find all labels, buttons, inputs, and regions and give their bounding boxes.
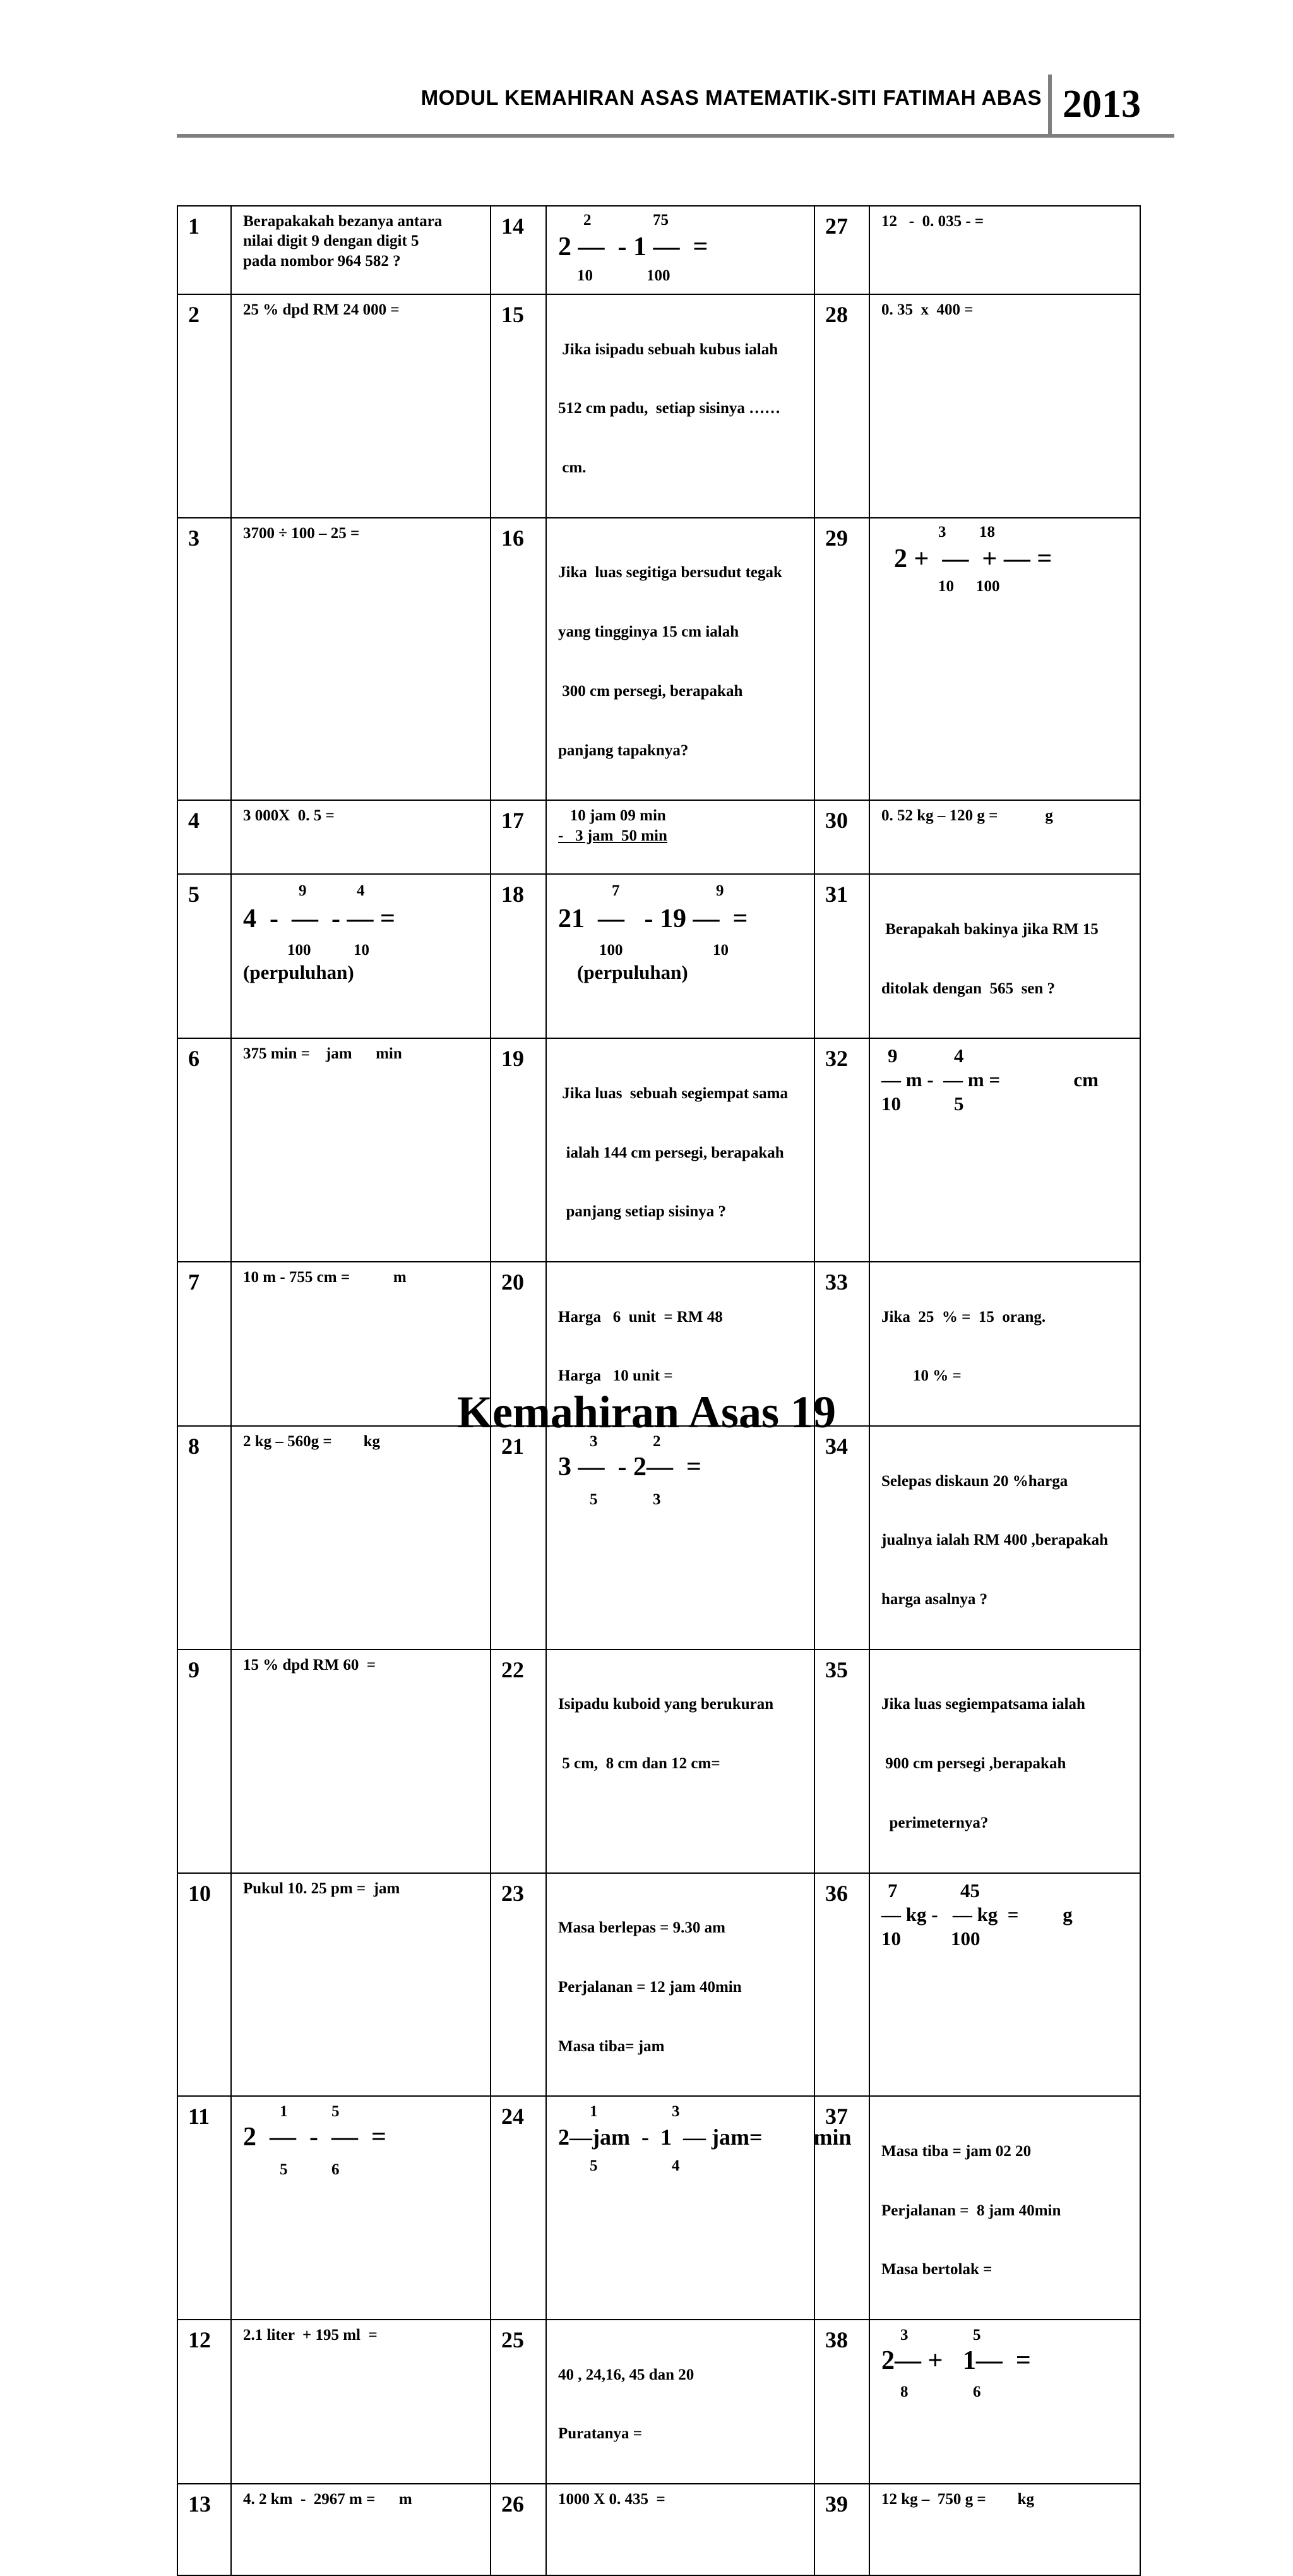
question-line: Jika 25 % = 15 orang.: [881, 1308, 1046, 1326]
question-number: 8: [177, 1426, 231, 1650]
table-row: [177, 1650, 1140, 1873]
question-number: 36: [814, 1873, 869, 2097]
fraction-numerator: 3: [938, 523, 946, 541]
question-number: 12: [177, 2320, 231, 2484]
question-35: [869, 1650, 1140, 1873]
table-row: [177, 2096, 1140, 2320]
question-23: [546, 1873, 814, 2097]
question-number: 21: [491, 1426, 546, 1650]
question-number: 9: [177, 1650, 231, 1873]
question-line: Harga 6 unit = RM 48: [558, 1308, 723, 1326]
fraction-denominator: 10: [577, 267, 593, 284]
question-19: [546, 1038, 814, 1262]
fraction-numerator: 7: [888, 1879, 898, 1902]
question-number: 17: [491, 800, 546, 874]
question-29: [869, 518, 1140, 801]
question-line: Puratanya =: [558, 2425, 642, 2443]
question-37: [869, 2096, 1140, 2320]
fraction-expression: 2—jam - 1 — jam= min: [558, 2124, 852, 2150]
fraction-denominator: 6: [973, 2383, 981, 2400]
question-number: 11: [177, 2096, 231, 2320]
fraction-denominator: 10: [938, 577, 954, 595]
question-31: [869, 874, 1140, 1038]
question-line: Masa berlepas = 9.30 am: [558, 1919, 725, 1936]
fraction-numerator: 75: [653, 212, 669, 229]
question-line: 512 cm padu, setiap sisinya ……: [558, 400, 781, 417]
fraction-denominator: 6: [331, 2161, 340, 2179]
fraction-expression: — kg - — kg = g: [881, 1903, 1073, 1926]
question-line: harga asalnya ?: [881, 1591, 988, 1608]
question-line: Berapakakah bezanya antara: [243, 213, 443, 230]
fraction-numerator: 9: [299, 882, 307, 900]
question-number: 35: [814, 1650, 869, 1873]
question-16: [546, 518, 814, 801]
question-number: 22: [491, 1650, 546, 1873]
question-line: Berapakah bakinya jika RM 15: [881, 920, 1099, 938]
table-row: [177, 1038, 1140, 1262]
question-number: 38: [814, 2320, 869, 2484]
question-number: 31: [814, 874, 869, 1038]
question-line: Selepas diskaun 20 %harga: [881, 1472, 1068, 1490]
question-8: 2 kg – 560g = kg: [231, 1426, 491, 1650]
question-line: 300 cm persegi, berapakah: [558, 682, 743, 700]
question-number: 19: [491, 1038, 546, 1262]
fraction-numerator: 2: [583, 212, 592, 229]
question-14: [546, 206, 814, 294]
fraction-numerator: 45: [960, 1879, 980, 1902]
question-note: (perpuluhan): [577, 961, 688, 984]
question-number: 2: [177, 294, 231, 518]
question-line: nilai digit 9 dengan digit 5: [243, 232, 419, 250]
question-number: 14: [491, 206, 546, 294]
table-row: [177, 518, 1140, 801]
fraction-numerator: 4: [357, 882, 365, 900]
page-title: Kemahiran Asas 19: [456, 1387, 837, 1437]
question-11: [231, 2096, 491, 2320]
fraction-numerator: 1: [280, 2103, 288, 2121]
question-36: [869, 1873, 1140, 2097]
question-number: 13: [177, 2484, 231, 2575]
table-row: [177, 1873, 1140, 2097]
question-line: Perjalanan = 8 jam 40min: [881, 2202, 1061, 2219]
question-number: 3: [177, 518, 231, 801]
question-number: 5: [177, 874, 231, 1038]
question-line: cm.: [558, 459, 587, 476]
question-number: 39: [814, 2484, 869, 2575]
question-line: yang tingginya 15 cm ialah: [558, 623, 739, 640]
table-row: [177, 294, 1140, 518]
fraction-numerator: 18: [979, 523, 995, 541]
fraction-expression: 2 — - — =: [243, 2123, 386, 2152]
question-line: 900 cm persegi ,berapakah: [881, 1755, 1066, 1772]
question-18: [546, 874, 814, 1038]
question-number: 33: [814, 1262, 869, 1426]
fraction-denominator: 8: [900, 2383, 909, 2400]
fraction-denominator: 5: [280, 2161, 288, 2179]
question-line: Jika luas segitiga bersudut tegak: [558, 564, 782, 582]
question-34: [869, 1426, 1140, 1650]
question-number: 7: [177, 1262, 231, 1426]
fraction-denominator: 10: [881, 1093, 901, 1115]
question-3: 3700 ÷ 100 – 25 =: [231, 518, 491, 801]
table-row: [177, 2484, 1140, 2575]
question-number: 18: [491, 874, 546, 1038]
question-number: 37: [814, 2096, 869, 2320]
question-4: 3 000X 0. 5 =: [231, 800, 491, 874]
table-row: [177, 206, 1140, 294]
fraction-denominator: 100: [976, 577, 1000, 595]
question-line: 5 cm, 8 cm dan 12 cm=: [558, 1755, 720, 1772]
fraction-denominator: 100: [599, 942, 623, 959]
question-number: 1: [177, 206, 231, 294]
question-32: [869, 1038, 1140, 1262]
fraction-numerator: 1: [590, 2103, 598, 2121]
question-line: Jika luas segiempatsama ialah: [881, 1696, 1085, 1713]
fraction-denominator: 4: [672, 2157, 680, 2175]
question-number: 15: [491, 294, 546, 518]
question-2: 25 % dpd RM 24 000 =: [231, 294, 491, 518]
fraction-denominator: 5: [590, 2157, 598, 2175]
fraction-numerator: 9: [716, 882, 724, 900]
question-number: 10: [177, 1873, 231, 2097]
fraction-denominator: 10: [354, 942, 369, 959]
question-line: Harga 10 unit =: [558, 1367, 673, 1385]
question-number: 26: [491, 2484, 546, 2575]
fraction-expression: 21 — - 19 — =: [558, 904, 748, 934]
fraction-numerator: 3: [672, 2103, 680, 2121]
fraction-numerator: 4: [954, 1045, 964, 1067]
question-number: 23: [491, 1873, 546, 2097]
question-line: jualnya ialah RM 400 ,berapakah: [881, 1531, 1109, 1549]
question-22: [546, 1650, 814, 1873]
fraction-expression: 2 + — + — =: [894, 544, 1052, 573]
question-line: 10 % =: [881, 1367, 962, 1385]
question-number: 24: [491, 2096, 546, 2320]
question-line: Masa tiba= jam: [558, 2037, 665, 2055]
fraction-denominator: 100: [287, 942, 311, 959]
question-line: panjang setiap sisinya ?: [558, 1203, 727, 1221]
question-10: Pukul 10. 25 pm = jam: [231, 1873, 491, 2097]
header-rule: [177, 134, 1174, 138]
table-row: [177, 2320, 1140, 2484]
question-number: 16: [491, 518, 546, 801]
fraction-numerator: 2: [653, 1433, 661, 1450]
fraction-denominator: 5: [590, 1491, 598, 1508]
question-number: 34: [814, 1426, 869, 1650]
question-line: 40 , 24,16, 45 dan 20: [558, 2366, 694, 2383]
fraction-expression: 3 — - 2— =: [558, 1453, 701, 1482]
fraction-denominator: 3: [653, 1491, 661, 1508]
header-title: MODUL KEMAHIRAN ASAS MATEMATIK-SITI FATIMAH ABAS: [420, 86, 1042, 109]
question-6: 375 min = jam min: [231, 1038, 491, 1262]
question-line: - 3 jam 50 min: [558, 827, 667, 844]
fraction-numerator: 5: [331, 2103, 340, 2121]
question-12: 2.1 liter + 195 ml =: [231, 2320, 491, 2484]
fraction-numerator: 3: [900, 2327, 909, 2344]
question-1: [231, 206, 491, 294]
question-line: Masa bertolak =: [881, 2261, 992, 2279]
question-line: Isipadu kuboid yang berukuran: [558, 1696, 774, 1713]
question-number: 25: [491, 2320, 546, 2484]
table-row: [177, 800, 1140, 874]
fraction-denominator: 10: [713, 942, 729, 959]
question-25: [546, 2320, 814, 2484]
question-30: 0. 52 kg – 120 g = g: [869, 800, 1140, 874]
table-row: [177, 1426, 1140, 1650]
question-number: 32: [814, 1038, 869, 1262]
question-number: 20: [491, 1262, 546, 1426]
header-year: 2013: [1063, 83, 1141, 126]
question-note: (perpuluhan): [243, 961, 354, 984]
question-line: Jika isipadu sebuah kubus ialah: [558, 340, 778, 358]
fraction-expression: 2 — - 1 — =: [558, 232, 708, 261]
question-9: 15 % dpd RM 60 =: [231, 1650, 491, 1873]
fraction-expression: 2— + 1— =: [881, 2346, 1031, 2375]
fraction-denominator: 10: [881, 1927, 901, 1950]
question-39: 12 kg – 750 g = kg: [869, 2484, 1140, 2575]
question-number: 4: [177, 800, 231, 874]
fraction-expression: 4 - — - — =: [243, 904, 395, 934]
question-27: 12 - 0. 035 - =: [869, 206, 1140, 294]
question-38: [869, 2320, 1140, 2484]
question-17: [546, 800, 814, 874]
fraction-numerator: 7: [612, 882, 620, 900]
question-number: 6: [177, 1038, 231, 1262]
question-number: 28: [814, 294, 869, 518]
question-13: 4. 2 km - 2967 m = m: [231, 2484, 491, 2575]
question-26: 1000 X 0. 435 =: [546, 2484, 814, 2575]
fraction-expression: — m - — m = cm: [881, 1069, 1099, 1091]
question-15: [546, 294, 814, 518]
question-7: 10 m - 755 cm = m: [231, 1262, 491, 1426]
question-line: Perjalanan = 12 jam 40min: [558, 1978, 742, 1996]
question-21: [546, 1426, 814, 1650]
header-divider: [1048, 75, 1052, 135]
question-line: Masa tiba = jam 02 20: [881, 2142, 1032, 2160]
fraction-numerator: 5: [973, 2327, 981, 2344]
question-number: 27: [814, 206, 869, 294]
fraction-numerator: 3: [590, 1433, 598, 1450]
question-line: ialah 144 cm persegi, berapakah: [558, 1144, 784, 1161]
fraction-denominator: 5: [954, 1093, 964, 1115]
question-line: ditolak dengan 565 sen ?: [881, 979, 1056, 997]
fraction-numerator: 9: [888, 1045, 898, 1067]
fraction-denominator: 100: [646, 267, 670, 284]
question-line: Jika luas sebuah segiempat sama: [558, 1084, 788, 1102]
question-number: 30: [814, 800, 869, 874]
table-row: [177, 874, 1140, 1038]
question-number: 29: [814, 518, 869, 801]
question-line: 10 jam 09 min: [558, 807, 666, 825]
question-line: pada nombor 964 582 ?: [243, 252, 401, 270]
question-28: 0. 35 x 400 =: [869, 294, 1140, 518]
question-line: perimeternya?: [881, 1814, 989, 1831]
question-5: [231, 874, 491, 1038]
fraction-denominator: 100: [951, 1927, 980, 1950]
question-line: panjang tapaknya?: [558, 741, 689, 759]
